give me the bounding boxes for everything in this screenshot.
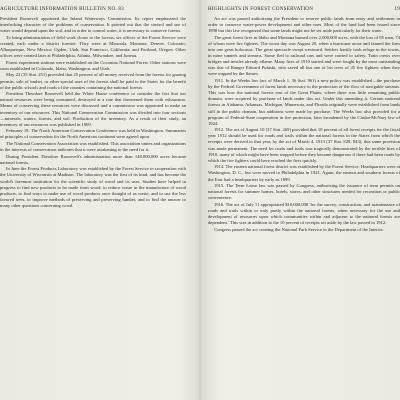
left-paragraph: President Roosevelt appointed the Inland Waterways Commission. Its report emphasized the interlocking character of the problems of conservation. It pointed out that the control and use of water would depend upon the soil, and in order to control water, it is necessary to conserve forests. <box>0 16 186 34</box>
right-paragraph: The great forest fires in Idaho and Montana burned over 2,000,000 acres, with the loss of 85 men, 74 of whom were fire fighters. The worst day was August 20, when a hurricane arose and fanned the fires into one great holocaust. The great spectacle swept westward. Settlers hastily took refuge in the towns, in mine tunnels and streams. Some fled to railroad cars and were carried to safety. Train crews over bridges and trestles already aflame. Many fires of 1910 started and were fought by the most outstanding was that of Ranger Edward Pulaski, who saved all but one of his crew of 45 fire fighters when they were trapped by the flames. <box>208 34 400 77</box>
right-running-head: HIGHLIGHTS IN FOREST CONSERVATION <box>208 6 314 12</box>
left-paragraph: To bring administration of field work closer to the forests, six offices of the Forest Service were created, each under a district forester. They were at Missoula, Montana; Denver, Colorado; Albuquerque, New Mexico; Ogden, Utah; San Francisco, California; and Portland, Oregon. Other offices were created later at Philadelphia, Atlanta, Milwaukee, and Juneau. <box>0 34 186 59</box>
left-running-head: AGRICULTURE INFORMATION BULLETIN NO. 83 <box>0 6 125 12</box>
right-paragraph: 1915. The Term Lease law was passed by Congress, authorizing the issuance of term permits on national forests for summer homes, hotels, stores, and other structures needed for recreation or public convenience. <box>208 183 400 201</box>
left-paragraph: February 18. The North American Conservation Conference was held in Washington. Summaries of principles of conservation for the North American continent were agreed upon. <box>0 128 186 140</box>
left-paragraph: During President Theodore Roosevelt's administration more than 148,000,000 acres became national forests. <box>0 153 186 165</box>
right-paragraph: Congress passed the act creating the National Park Service in the Department of the Interior. <box>214 226 384 232</box>
right-paragraph: 1911. In the Weeks law (act of March 1, 36 Stat. 961) a new policy was established—the purchase by the Federal Government of forest lands necessary to the protection of the flow of navigable streams. This was how the national forests east of the Great Plains, where there was little remaining public domain, were acquired by purchase of lands under this act. Under this amending it. Certain national forests in Alabama, Arkansas, Michigan, Minnesota, and Florida originally were established from lands still in the public domain, but additions were made by purchase. The Weeks law also provided for a program of Federal-State cooperation in fire protection, later broadened by the Clarke-McNary law of 1924. <box>208 78 400 126</box>
left-paragraph: President Theodore Roosevelt held the White House conference to consider the fact that our natural resources were being consumed, destroyed at a rate that threatened them with exhaustion. Means of conserving these resources were discussed and a commission was appointed to make an inventory of our resources. This National Conservation Commission was divided into four sections—minerals, waters, forests, and soil. Production of the inventory. As a result of their study, an inventory of our resources was published in 1909. <box>0 91 186 127</box>
left-paragraph: In June the Forest Products Laboratory was established by the Forest Service in cooperation with the University of Wisconsin at Madison. The laboratory was the first of its kind, and has become the world's foremost institution for the scientific study of wood and its uses. Studies have helped in progress to find new products to be made from wood, to reduce waste in the manufacture of wood products, to find ways to make use of wood products once thought of as waste, and to use the less favored trees, to improve methods of preserving and preserving lumber, and to find the answer to many other questions concerning wood. <box>0 166 186 208</box>
left-paragraph: Forest experiment stations were established on the Coconino National Forest. Other stations were soon established in Colorado, Idaho, Washington, and Utah. <box>0 59 186 71</box>
left-page-header <box>0 6 186 12</box>
left-page <box>0 0 194 400</box>
right-page-header <box>208 6 400 12</box>
right-paragraph: 1916. The act of July 11 appropriated $10,000,000 'for the survey, construction, and maintenance of roads and trails within or only partly within the national forests, when necessary for the use and development of resources upon which communities within and adjacent to the national forests are dependent.' This was in addition to the 10 percent of receipts set aside by the law passed in 1912. <box>208 201 400 226</box>
right-paragraph: 1914. The eastern national forest district was established by the Forest Service. Headquarters were at Washington, D. C., but were moved to Philadelphia in 1921. Again, the eastern and southern forests of the East had a headquarters by early as 1899. <box>208 164 400 182</box>
left-paragraph: May 23 (35 Stat. 251) provided that 25 percent of all money received from the forests for grazing permits, sale of timber, or other special uses of the forests shall be paid to the States for the benefit of the public schools and roads of the counties containing the national forests. <box>0 72 186 90</box>
right-paragraph: An act was passed authorizing the President to reserve public lands from entry and settlement in order to conserve water-power development and other uses. Most of the land had been issued since 1898 but this law recognized that some lands might not be set aside particularly for their water. <box>208 16 400 34</box>
left-paragraph: The National Conservation Association was established. This association unites and organizations in the interests of conservation indicates that it were awakening to the need for it. <box>0 140 186 153</box>
page-number: 19 <box>394 6 400 12</box>
right-paragraph: 1912. The act of August 10 (37 Stat. 269) provided that 10 percent of all forest receipts for the fiscal year 1912 should be used for roads and trails within the national forests in the States from which the receipts were derived in that year, by the act of March 4, 1913 (37 Stat. 828, 843), this same provision was made permanent. The need for roads and trails was tragically demonstrated by the terrible fires of 1910, many of which might have been stopped before they became dangerous if there had been roads by which the fire fighters could have reached the fires quickly. <box>208 127 400 163</box>
right-page <box>204 0 400 400</box>
